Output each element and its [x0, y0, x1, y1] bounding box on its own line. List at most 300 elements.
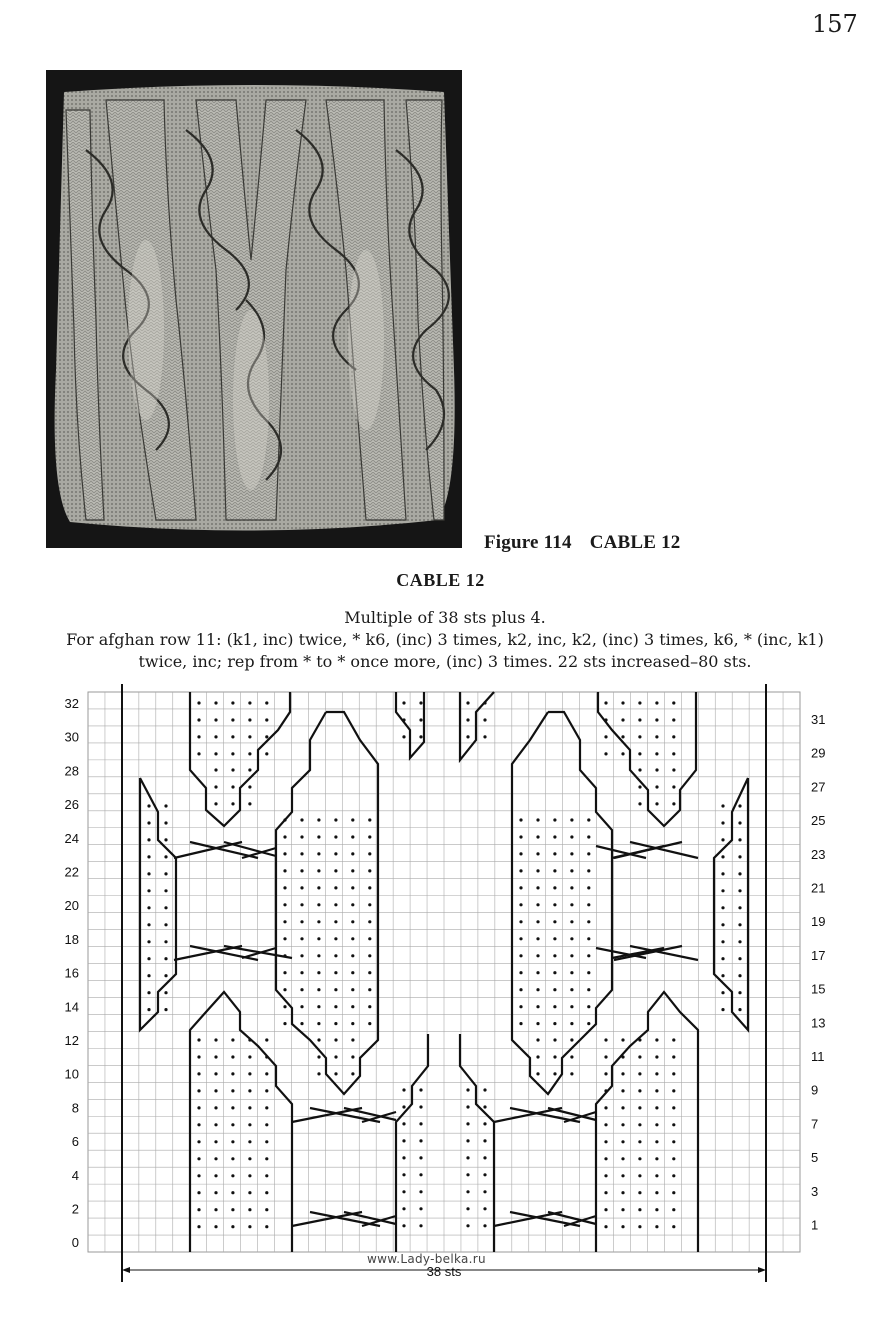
purl-dot	[738, 872, 741, 875]
purl-dot	[672, 735, 675, 738]
purl-dot	[721, 804, 724, 807]
purl-dot	[351, 835, 354, 838]
purl-dot	[334, 1038, 337, 1041]
purl-dot	[368, 1005, 371, 1008]
row-label-right: 29	[811, 745, 826, 761]
purl-dot	[368, 852, 371, 855]
purl-dot	[402, 1105, 405, 1108]
purl-dot	[265, 1106, 268, 1109]
purl-dot	[147, 906, 150, 909]
purl-dot	[570, 903, 573, 906]
purl-dot	[655, 1140, 658, 1143]
purl-dot	[587, 818, 590, 821]
purl-dot	[317, 971, 320, 974]
purl-dot	[248, 1191, 251, 1194]
row-label-left: 8	[71, 1100, 79, 1116]
purl-dot	[483, 735, 486, 738]
purl-dot	[164, 974, 167, 977]
purl-dot	[655, 752, 658, 755]
purl-dot	[248, 1072, 251, 1075]
purl-dot	[466, 1207, 469, 1210]
purl-dot	[466, 1139, 469, 1142]
row-label-left: 12	[64, 1033, 79, 1048]
purl-dot	[419, 1156, 422, 1159]
purl-dot	[553, 869, 556, 872]
purl-dot	[351, 971, 354, 974]
purl-dot	[317, 1005, 320, 1008]
purl-dot	[351, 886, 354, 889]
purl-dot	[721, 940, 724, 943]
purl-dot	[570, 1005, 573, 1008]
row-label-left: 10	[64, 1066, 79, 1082]
purl-dot	[570, 954, 573, 957]
purl-dot	[587, 1022, 590, 1025]
purl-dot	[231, 1038, 234, 1041]
purl-dot	[351, 920, 354, 923]
purl-dot	[672, 1038, 675, 1041]
purl-dot	[638, 802, 641, 805]
figure-title: CABLE 12	[589, 532, 681, 553]
purl-dot	[368, 869, 371, 872]
chart-width-indicator	[122, 1264, 766, 1279]
purl-dot	[466, 1088, 469, 1091]
purl-dot	[317, 1072, 320, 1075]
row-label-right: 1	[811, 1217, 819, 1233]
row-label-right: 3	[811, 1183, 819, 1199]
purl-dot	[197, 735, 200, 738]
purl-dot	[248, 1089, 251, 1092]
purl-dot	[738, 957, 741, 960]
purl-dot	[483, 1122, 486, 1125]
purl-dot	[248, 1055, 251, 1058]
purl-dot	[231, 735, 234, 738]
purl-dot	[368, 937, 371, 940]
purl-dot	[672, 785, 675, 788]
purl-dot	[519, 1022, 522, 1025]
purl-dot	[466, 701, 469, 704]
purl-dot	[197, 701, 200, 704]
row-label-left: 22	[64, 864, 79, 880]
purl-dot	[483, 1156, 486, 1159]
purl-dot	[317, 1022, 320, 1025]
purl-dot	[604, 701, 607, 704]
instruction-line-3: twice, inc; rep from * to * once more, (inc) 3 times. 22 sts increased–80 sts.	[138, 652, 752, 671]
purl-dot	[197, 1072, 200, 1075]
purl-dot	[147, 923, 150, 926]
row-label-left: 6	[71, 1134, 79, 1150]
purl-dot	[672, 752, 675, 755]
purl-dot	[300, 886, 303, 889]
purl-dot	[738, 821, 741, 824]
purl-dot	[672, 1225, 675, 1228]
purl-dot	[536, 886, 539, 889]
purl-dot	[536, 971, 539, 974]
purl-dot	[570, 920, 573, 923]
purl-dot	[265, 1123, 268, 1126]
purl-dot	[368, 954, 371, 957]
purl-dot	[536, 988, 539, 991]
purl-dot	[672, 802, 675, 805]
purl-dot	[147, 991, 150, 994]
purl-dot	[466, 1173, 469, 1176]
purl-dot	[147, 974, 150, 977]
purl-dot	[638, 1208, 641, 1211]
purl-dot	[231, 1106, 234, 1109]
purl-dot	[351, 903, 354, 906]
purl-dot	[265, 718, 268, 721]
purl-dot	[604, 735, 607, 738]
purl-dot	[621, 1106, 624, 1109]
purl-dot	[655, 1038, 658, 1041]
purl-dot	[638, 701, 641, 704]
purl-dot	[197, 1089, 200, 1092]
purl-dot	[672, 1123, 675, 1126]
purl-dot	[164, 838, 167, 841]
purl-dot	[248, 752, 251, 755]
purl-dot	[519, 835, 522, 838]
purl-dot	[334, 903, 337, 906]
purl-dot	[621, 735, 624, 738]
purl-dot	[553, 1055, 556, 1058]
purl-dot	[672, 1208, 675, 1211]
purl-dot	[368, 886, 371, 889]
purl-dot	[402, 1207, 405, 1210]
row-label-right: 21	[811, 880, 826, 896]
purl-dot	[536, 920, 539, 923]
purl-dot	[214, 1089, 217, 1092]
purl-dot	[587, 954, 590, 957]
purl-dot	[672, 1157, 675, 1160]
purl-dot	[519, 852, 522, 855]
purl-dot	[621, 752, 624, 755]
row-label-left: 16	[64, 965, 79, 981]
purl-dot	[419, 1088, 422, 1091]
purl-dot	[402, 1173, 405, 1176]
purl-dot	[248, 1140, 251, 1143]
purl-dot	[231, 1123, 234, 1126]
purl-dot	[317, 869, 320, 872]
purl-dot	[483, 1224, 486, 1227]
purl-dot	[655, 1123, 658, 1126]
purl-dot	[672, 768, 675, 771]
purl-dot	[317, 818, 320, 821]
purl-dot	[553, 1038, 556, 1041]
purl-dot	[164, 991, 167, 994]
purl-dot	[419, 1173, 422, 1176]
purl-dot	[419, 701, 422, 704]
purl-dot	[536, 852, 539, 855]
row-label-left: 2	[71, 1201, 79, 1217]
purl-dot	[419, 735, 422, 738]
purl-dot	[317, 835, 320, 838]
purl-dot	[638, 1225, 641, 1228]
instruction-line-1: Multiple of 38 sts plus 4.	[344, 608, 546, 627]
purl-dot	[621, 1225, 624, 1228]
purl-dot	[553, 1022, 556, 1025]
purl-dot	[334, 1072, 337, 1075]
purl-dot	[197, 1208, 200, 1211]
purl-dot	[231, 1191, 234, 1194]
purl-dot	[265, 1174, 268, 1177]
purl-dot	[368, 835, 371, 838]
purl-dot	[214, 735, 217, 738]
purl-dot	[483, 1139, 486, 1142]
row-label-right: 19	[811, 914, 826, 930]
purl-dot	[147, 855, 150, 858]
purl-dot	[672, 1089, 675, 1092]
purl-dot	[248, 802, 251, 805]
row-label-left: 4	[71, 1167, 79, 1183]
purl-dot	[655, 718, 658, 721]
row-label-right: 15	[811, 981, 826, 997]
purl-dot	[334, 988, 337, 991]
chart-width-label: 38 sts	[426, 1264, 462, 1279]
purl-dot	[283, 886, 286, 889]
purl-dot	[483, 718, 486, 721]
purl-dot	[300, 988, 303, 991]
purl-dot	[655, 1208, 658, 1211]
purl-dot	[519, 920, 522, 923]
purl-dot	[604, 1208, 607, 1211]
row-label-right: 11	[811, 1049, 825, 1064]
purl-dot	[248, 1174, 251, 1177]
purl-dot	[604, 1038, 607, 1041]
purl-dot	[351, 818, 354, 821]
purl-dot	[164, 804, 167, 807]
purl-dot	[214, 785, 217, 788]
purl-dot	[738, 923, 741, 926]
purl-dot	[402, 1088, 405, 1091]
purl-dot	[248, 1106, 251, 1109]
purl-dot	[655, 785, 658, 788]
purl-dot	[300, 852, 303, 855]
purl-dot	[721, 855, 724, 858]
purl-dot	[638, 1055, 641, 1058]
purl-dot	[638, 1191, 641, 1194]
purl-dot	[214, 1038, 217, 1041]
purl-dot	[402, 1122, 405, 1125]
purl-dot	[197, 718, 200, 721]
purl-dot	[214, 1208, 217, 1211]
purl-dot	[214, 718, 217, 721]
purl-dot	[536, 954, 539, 957]
purl-dot	[672, 1174, 675, 1177]
purl-dot	[587, 937, 590, 940]
purl-dot	[536, 937, 539, 940]
row-label-right: 13	[811, 1015, 826, 1031]
purl-dot	[483, 1088, 486, 1091]
purl-dot	[214, 1225, 217, 1228]
purl-dot	[638, 1123, 641, 1126]
purl-dot	[283, 971, 286, 974]
purl-dot	[231, 1089, 234, 1092]
purl-dot	[721, 838, 724, 841]
purl-dot	[655, 1055, 658, 1058]
purl-dot	[283, 852, 286, 855]
purl-dot	[738, 991, 741, 994]
purl-dot	[265, 1157, 268, 1160]
purl-dot	[738, 889, 741, 892]
purl-dot	[419, 1207, 422, 1210]
purl-dot	[536, 818, 539, 821]
purl-dot	[334, 818, 337, 821]
purl-dot	[317, 903, 320, 906]
watermark: www.Lady-belka.ru	[367, 1252, 486, 1266]
purl-dot	[604, 1225, 607, 1228]
purl-dot	[604, 1140, 607, 1143]
row-label-left: 0	[71, 1235, 79, 1251]
purl-dot	[300, 1005, 303, 1008]
purl-dot	[604, 1157, 607, 1160]
row-label-right: 7	[811, 1116, 819, 1132]
purl-dot	[197, 1191, 200, 1194]
purl-dot	[587, 852, 590, 855]
purl-dot	[351, 1072, 354, 1075]
purl-dot	[147, 872, 150, 875]
purl-dot	[638, 785, 641, 788]
purl-dot	[368, 818, 371, 821]
purl-dot	[419, 1190, 422, 1193]
purl-dot	[638, 1174, 641, 1177]
purl-dot	[231, 1208, 234, 1211]
purl-dot	[147, 957, 150, 960]
purl-dot	[351, 1022, 354, 1025]
purl-dot	[638, 1089, 641, 1092]
purl-dot	[536, 869, 539, 872]
purl-dot	[147, 804, 150, 807]
purl-dot	[231, 1140, 234, 1143]
purl-dot	[248, 1157, 251, 1160]
purl-dot	[655, 1157, 658, 1160]
figure-number: Figure 114	[484, 532, 572, 553]
purl-dot	[248, 1225, 251, 1228]
purl-dot	[231, 1157, 234, 1160]
purl-dot	[604, 752, 607, 755]
purl-dot	[570, 971, 573, 974]
purl-dot	[638, 718, 641, 721]
purl-dot	[317, 852, 320, 855]
purl-dot	[300, 954, 303, 957]
purl-dot	[334, 971, 337, 974]
purl-dot	[536, 835, 539, 838]
purl-dot	[672, 1106, 675, 1109]
purl-dot	[570, 835, 573, 838]
purl-dot	[351, 937, 354, 940]
purl-dot	[214, 752, 217, 755]
purl-dot	[553, 920, 556, 923]
purl-dot	[248, 735, 251, 738]
purl-dot	[655, 1072, 658, 1075]
purl-dot	[721, 906, 724, 909]
purl-dot	[214, 1140, 217, 1143]
purl-dot	[283, 903, 286, 906]
purl-dot	[402, 1224, 405, 1227]
purl-dot	[164, 821, 167, 824]
purl-dot	[519, 971, 522, 974]
purl-dot	[621, 1140, 624, 1143]
purl-dot	[248, 701, 251, 704]
purl-dot	[553, 954, 556, 957]
row-label-left: 14	[64, 999, 79, 1015]
purl-dot	[672, 1140, 675, 1143]
purl-dot	[655, 1191, 658, 1194]
purl-dot	[334, 1005, 337, 1008]
purl-dot	[197, 1140, 200, 1143]
purl-dot	[197, 1225, 200, 1228]
purl-dot	[621, 1038, 624, 1041]
purl-dot	[466, 735, 469, 738]
purl-dot	[231, 768, 234, 771]
purl-dot	[655, 735, 658, 738]
purl-dot	[553, 903, 556, 906]
purl-dot	[721, 1008, 724, 1011]
purl-dot	[265, 1038, 268, 1041]
purl-dot	[536, 1055, 539, 1058]
purl-dot	[672, 1072, 675, 1075]
purl-dot	[214, 701, 217, 704]
purl-dot	[721, 974, 724, 977]
purl-dot	[214, 802, 217, 805]
purl-dot	[621, 1157, 624, 1160]
purl-dot	[300, 869, 303, 872]
purl-dot	[553, 818, 556, 821]
purl-dot	[519, 988, 522, 991]
purl-dot	[164, 1008, 167, 1011]
purl-dot	[621, 1208, 624, 1211]
purl-dot	[231, 785, 234, 788]
purl-dot	[351, 1005, 354, 1008]
purl-dot	[519, 903, 522, 906]
row-label-left: 18	[64, 931, 79, 947]
purl-dot	[283, 988, 286, 991]
purl-dot	[655, 1225, 658, 1228]
purl-dot	[536, 903, 539, 906]
purl-dot	[283, 869, 286, 872]
purl-dot	[197, 1055, 200, 1058]
purl-dot	[231, 1225, 234, 1228]
purl-dot	[214, 1123, 217, 1126]
row-label-right: 25	[811, 813, 826, 829]
purl-dot	[621, 1123, 624, 1126]
purl-dot	[553, 886, 556, 889]
purl-dot	[334, 869, 337, 872]
purl-dot	[248, 1208, 251, 1211]
purl-dot	[317, 920, 320, 923]
row-label-left: 20	[64, 898, 79, 914]
purl-dot	[536, 1072, 539, 1075]
purl-dot	[721, 957, 724, 960]
purl-dot	[334, 1055, 337, 1058]
page-number: 157	[812, 10, 858, 38]
purl-dot	[672, 1191, 675, 1194]
purl-dot	[519, 818, 522, 821]
purl-dot	[231, 1174, 234, 1177]
purl-dot	[248, 785, 251, 788]
purl-dot	[536, 1022, 539, 1025]
purl-dot	[483, 1105, 486, 1108]
purl-dot	[214, 1174, 217, 1177]
row-label-left: 28	[64, 763, 79, 779]
purl-dot	[466, 718, 469, 721]
purl-dot	[483, 1173, 486, 1176]
purl-dot	[655, 802, 658, 805]
purl-dot	[738, 906, 741, 909]
purl-dot	[738, 855, 741, 858]
purl-dot	[519, 954, 522, 957]
purl-dot	[587, 869, 590, 872]
purl-dot	[317, 1038, 320, 1041]
purl-dot	[466, 1105, 469, 1108]
